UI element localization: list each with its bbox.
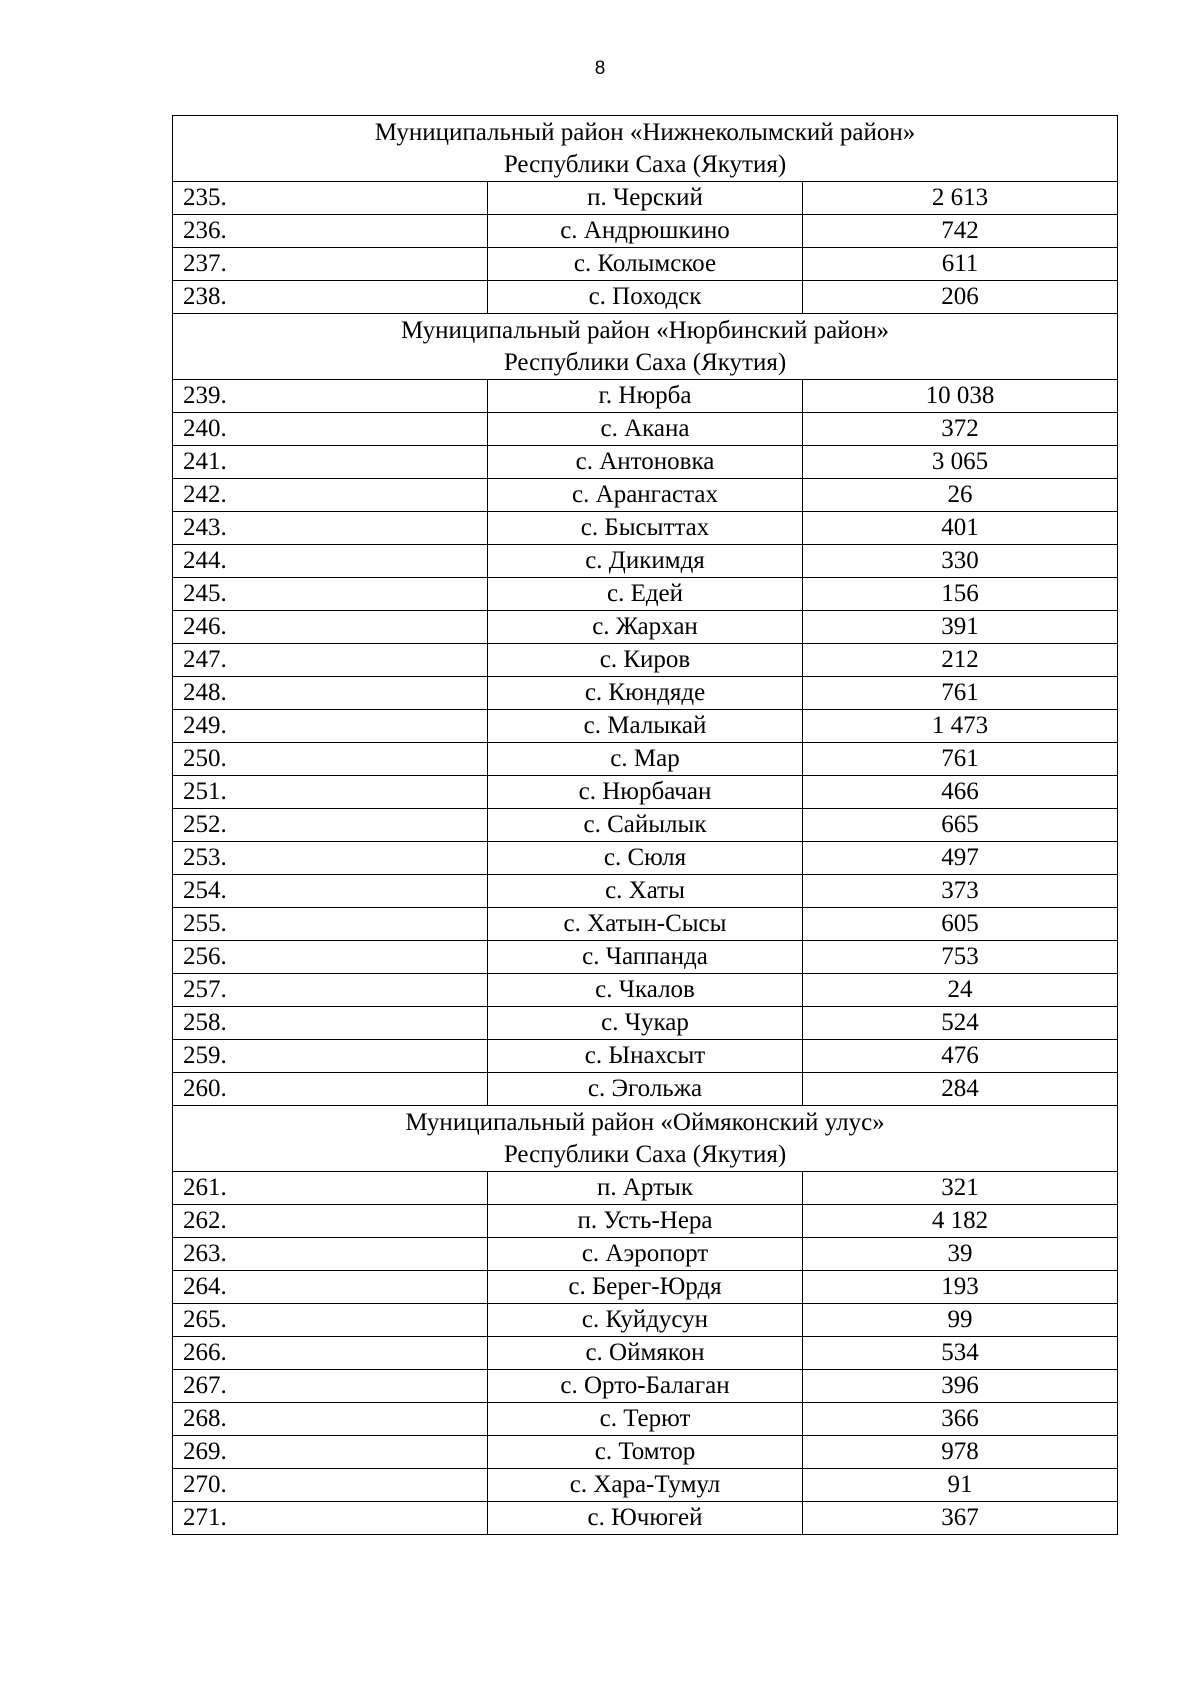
row-number-cell: 248. bbox=[173, 677, 488, 710]
table-row bbox=[173, 941, 1118, 974]
population-cell: 26 bbox=[803, 479, 1118, 512]
table-row bbox=[173, 182, 1118, 215]
population-cell: 193 bbox=[803, 1271, 1118, 1304]
settlement-name-cell: с. Бысыттах bbox=[488, 512, 803, 545]
settlement-name-cell: с. Хара-Тумул bbox=[488, 1469, 803, 1502]
settlement-name-cell: с. Оймякон bbox=[488, 1337, 803, 1370]
table-row bbox=[173, 908, 1118, 941]
table-row bbox=[173, 545, 1118, 578]
settlement-name-cell: с. Сайылык bbox=[488, 809, 803, 842]
settlement-name-cell: с. Орто-Балаган bbox=[488, 1370, 803, 1403]
settlement-name-cell: с. Томтор bbox=[488, 1436, 803, 1469]
row-number-cell: 244. bbox=[173, 545, 488, 578]
section-title-line: Республики Саха (Якутия) bbox=[503, 1141, 787, 1168]
settlement-name-cell: с. Сюля bbox=[488, 842, 803, 875]
row-number-cell: 255. bbox=[173, 908, 488, 941]
table-row bbox=[173, 1469, 1118, 1502]
table-row bbox=[173, 1040, 1118, 1073]
row-number-cell: 260. bbox=[173, 1073, 488, 1106]
table-row bbox=[173, 1436, 1118, 1469]
population-cell: 742 bbox=[803, 215, 1118, 248]
row-number-cell: 243. bbox=[173, 512, 488, 545]
row-number-cell: 246. bbox=[173, 611, 488, 644]
table-row bbox=[173, 1337, 1118, 1370]
row-number-cell: 265. bbox=[173, 1304, 488, 1337]
table-row bbox=[173, 1502, 1118, 1535]
settlement-name-cell: с. Хатын-Сысы bbox=[488, 908, 803, 941]
section-title-line: Республики Саха (Якутия) bbox=[503, 349, 787, 376]
table-row bbox=[173, 974, 1118, 1007]
row-number-cell: 264. bbox=[173, 1271, 488, 1304]
population-cell: 91 bbox=[803, 1469, 1118, 1502]
row-number-cell: 236. bbox=[173, 215, 488, 248]
row-number-cell: 267. bbox=[173, 1370, 488, 1403]
settlement-name-cell: с. Кюндяде bbox=[488, 677, 803, 710]
row-number-cell: 268. bbox=[173, 1403, 488, 1436]
table-row bbox=[173, 1238, 1118, 1271]
row-number-cell: 235. bbox=[173, 182, 488, 215]
table-row bbox=[173, 1403, 1118, 1436]
table-row bbox=[173, 875, 1118, 908]
table-row bbox=[173, 380, 1118, 413]
row-number-cell: 242. bbox=[173, 479, 488, 512]
row-number-cell: 240. bbox=[173, 413, 488, 446]
settlement-name-cell: с. Ынахсыт bbox=[488, 1040, 803, 1073]
row-number-cell: 238. bbox=[173, 281, 488, 314]
table-row bbox=[173, 281, 1118, 314]
population-cell: 330 bbox=[803, 545, 1118, 578]
population-cell: 466 bbox=[803, 776, 1118, 809]
settlement-name-cell: с. Киров bbox=[488, 644, 803, 677]
section-title bbox=[173, 314, 1118, 380]
settlement-name-cell: с. Малыкай bbox=[488, 710, 803, 743]
population-cell: 24 bbox=[803, 974, 1118, 1007]
population-cell: 396 bbox=[803, 1370, 1118, 1403]
row-number-cell: 266. bbox=[173, 1337, 488, 1370]
population-cell: 978 bbox=[803, 1436, 1118, 1469]
settlement-name-cell: с. Арангастах bbox=[488, 479, 803, 512]
population-cell: 10 038 bbox=[803, 380, 1118, 413]
population-cell: 372 bbox=[803, 413, 1118, 446]
population-cell: 761 bbox=[803, 677, 1118, 710]
table-row bbox=[173, 842, 1118, 875]
population-cell: 366 bbox=[803, 1403, 1118, 1436]
settlement-name-cell: с. Колымское bbox=[488, 248, 803, 281]
table-row bbox=[173, 1205, 1118, 1238]
population-cell: 665 bbox=[803, 809, 1118, 842]
population-cell: 99 bbox=[803, 1304, 1118, 1337]
row-number-cell: 253. bbox=[173, 842, 488, 875]
table-row bbox=[173, 248, 1118, 281]
population-cell: 156 bbox=[803, 578, 1118, 611]
settlement-name-cell: с. Дикимдя bbox=[488, 545, 803, 578]
table-row bbox=[173, 446, 1118, 479]
table-row bbox=[173, 776, 1118, 809]
row-number-cell: 239. bbox=[173, 380, 488, 413]
section-title-line: Муниципальный район «Нижнеколымский район» bbox=[374, 119, 916, 146]
row-number-cell: 252. bbox=[173, 809, 488, 842]
row-number-cell: 269. bbox=[173, 1436, 488, 1469]
table-row bbox=[173, 479, 1118, 512]
table-row bbox=[173, 512, 1118, 545]
population-cell: 39 bbox=[803, 1238, 1118, 1271]
row-number-cell: 263. bbox=[173, 1238, 488, 1271]
row-number-cell: 261. bbox=[173, 1172, 488, 1205]
population-cell: 401 bbox=[803, 512, 1118, 545]
population-cell: 373 bbox=[803, 875, 1118, 908]
population-cell: 605 bbox=[803, 908, 1118, 941]
page-number: 8 bbox=[594, 58, 606, 79]
row-number-cell: 245. bbox=[173, 578, 488, 611]
population-cell: 761 bbox=[803, 743, 1118, 776]
table-row bbox=[173, 578, 1118, 611]
population-cell: 497 bbox=[803, 842, 1118, 875]
settlement-name-cell: с. Ючюгей bbox=[488, 1502, 803, 1535]
settlement-name-cell: с. Берег-Юрдя bbox=[488, 1271, 803, 1304]
row-number-cell: 262. bbox=[173, 1205, 488, 1238]
section-header-row bbox=[173, 314, 1118, 380]
settlement-name-cell: с. Нюрбачан bbox=[488, 776, 803, 809]
table-row bbox=[173, 1304, 1118, 1337]
population-cell: 321 bbox=[803, 1172, 1118, 1205]
population-cell: 367 bbox=[803, 1502, 1118, 1535]
table-row bbox=[173, 1271, 1118, 1304]
settlement-name-cell: с. Куйдусун bbox=[488, 1304, 803, 1337]
population-cell: 212 bbox=[803, 644, 1118, 677]
population-cell: 3 065 bbox=[803, 446, 1118, 479]
population-cell: 753 bbox=[803, 941, 1118, 974]
row-number-cell: 251. bbox=[173, 776, 488, 809]
table-row bbox=[173, 1007, 1118, 1040]
settlement-name-cell: с. Едей bbox=[488, 578, 803, 611]
section-title bbox=[173, 1106, 1118, 1172]
population-cell: 206 bbox=[803, 281, 1118, 314]
table-row bbox=[173, 215, 1118, 248]
row-number-cell: 271. bbox=[173, 1502, 488, 1535]
row-number-cell: 258. bbox=[173, 1007, 488, 1040]
row-number-cell: 257. bbox=[173, 974, 488, 1007]
settlements-table-body bbox=[173, 116, 1118, 1535]
population-cell: 534 bbox=[803, 1337, 1118, 1370]
settlement-name-cell: с. Чкалов bbox=[488, 974, 803, 1007]
settlement-name-cell: с. Хаты bbox=[488, 875, 803, 908]
settlement-name-cell: г. Нюрба bbox=[488, 380, 803, 413]
table-row bbox=[173, 1172, 1118, 1205]
table-row bbox=[173, 413, 1118, 446]
settlement-name-cell: с. Чаппанда bbox=[488, 941, 803, 974]
settlement-name-cell: с. Антоновка bbox=[488, 446, 803, 479]
row-number-cell: 250. bbox=[173, 743, 488, 776]
population-cell: 1 473 bbox=[803, 710, 1118, 743]
settlement-name-cell: п. Усть-Нера bbox=[488, 1205, 803, 1238]
section-title bbox=[173, 116, 1118, 182]
section-header-row bbox=[173, 116, 1118, 182]
section-header-row bbox=[173, 1106, 1118, 1172]
row-number-cell: 237. bbox=[173, 248, 488, 281]
settlement-name-cell: п. Черский bbox=[488, 182, 803, 215]
settlement-name-cell: с. Акана bbox=[488, 413, 803, 446]
settlement-name-cell: с. Терют bbox=[488, 1403, 803, 1436]
settlement-name-cell: с. Жархан bbox=[488, 611, 803, 644]
table-row bbox=[173, 743, 1118, 776]
population-cell: 611 bbox=[803, 248, 1118, 281]
population-cell: 524 bbox=[803, 1007, 1118, 1040]
section-title-line: Муниципальный район «Оймяконский улус» bbox=[405, 1109, 885, 1136]
settlement-name-cell: с. Андрюшкино bbox=[488, 215, 803, 248]
section-title-line: Муниципальный район «Нюрбинский район» bbox=[401, 317, 889, 344]
row-number-cell: 249. bbox=[173, 710, 488, 743]
population-cell: 391 bbox=[803, 611, 1118, 644]
population-cell: 4 182 bbox=[803, 1205, 1118, 1238]
section-title-line: Республики Саха (Якутия) bbox=[503, 151, 787, 178]
settlement-name-cell: с. Походск bbox=[488, 281, 803, 314]
row-number-cell: 270. bbox=[173, 1469, 488, 1502]
population-cell: 2 613 bbox=[803, 182, 1118, 215]
row-number-cell: 254. bbox=[173, 875, 488, 908]
row-number-cell: 241. bbox=[173, 446, 488, 479]
population-cell: 476 bbox=[803, 1040, 1118, 1073]
settlement-name-cell: с. Аэропорт bbox=[488, 1238, 803, 1271]
settlements-table bbox=[172, 115, 1118, 1535]
table-row bbox=[173, 1370, 1118, 1403]
settlement-name-cell: с. Эгольжа bbox=[488, 1073, 803, 1106]
settlement-name-cell: с. Мар bbox=[488, 743, 803, 776]
row-number-cell: 247. bbox=[173, 644, 488, 677]
table-row bbox=[173, 1073, 1118, 1106]
table-row bbox=[173, 644, 1118, 677]
table-row bbox=[173, 710, 1118, 743]
table-row bbox=[173, 677, 1118, 710]
row-number-cell: 259. bbox=[173, 1040, 488, 1073]
table-row bbox=[173, 611, 1118, 644]
row-number-cell: 256. bbox=[173, 941, 488, 974]
settlement-name-cell: с. Чукар bbox=[488, 1007, 803, 1040]
table-row bbox=[173, 809, 1118, 842]
settlement-name-cell: п. Артык bbox=[488, 1172, 803, 1205]
population-cell: 284 bbox=[803, 1073, 1118, 1106]
